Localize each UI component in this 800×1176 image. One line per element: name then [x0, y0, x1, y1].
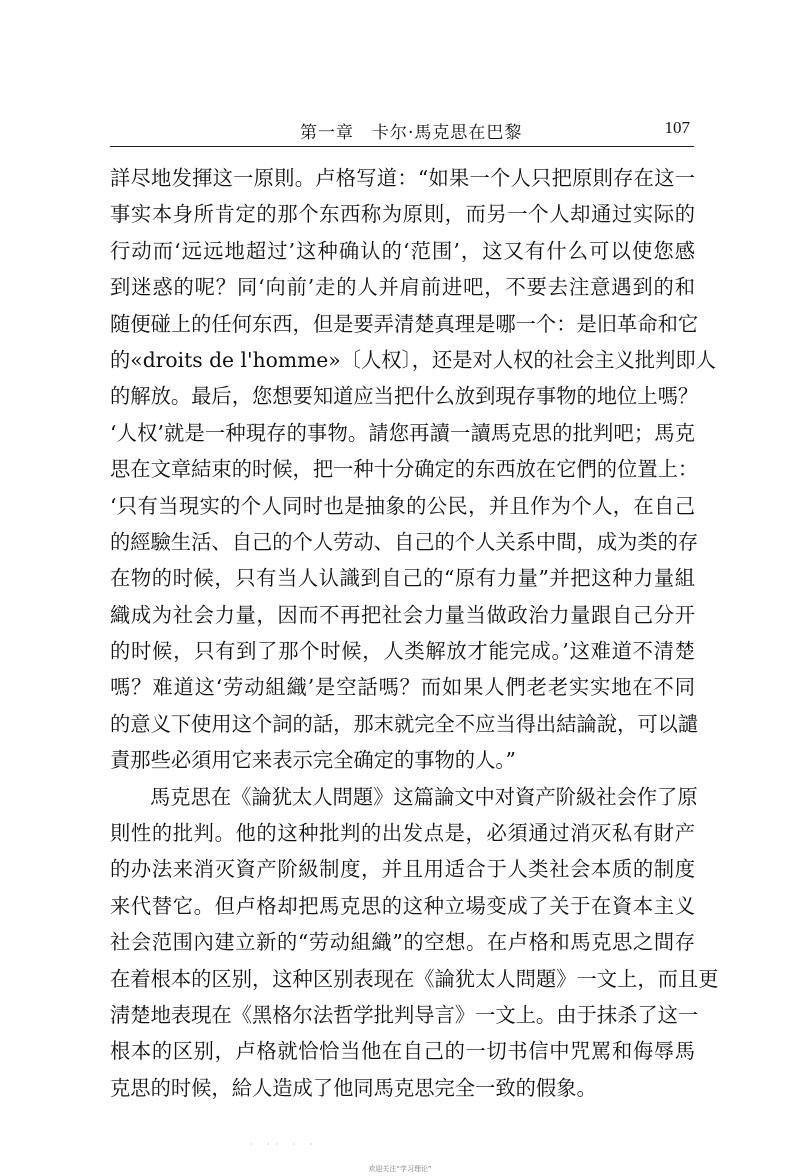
text-line: 在着根本的区别，这种区别表现在《論犹太人問題》一文上，而且更	[110, 966, 719, 991]
text-line: 馬克思在《論犹太人問題》这篇論文中对資产阶級社会作了原	[150, 784, 698, 809]
text-line: 克思的时候，給人造成了他同馬克思完全一致的假象。	[110, 1075, 597, 1100]
text-line: 的意义下使用这个詞的話，那末就完全不应当得出結論說，可以譴	[110, 711, 699, 736]
chapter-title: 第一章 卡尔·馬克思在巴黎	[300, 123, 523, 143]
text-line: 的时候，只有到了那个时候，人类解放才能完成。’这难道不清楚	[110, 639, 695, 664]
page-header	[110, 112, 694, 147]
text-line: 淸楚地表現在《黑格尔法哲学批判导言》一文上。由于抹杀了这一	[110, 1002, 699, 1027]
text-line: 的經驗生活、自己的个人劳动、自己的个人关系中間，成为类的存	[110, 529, 699, 554]
text-line: 在物的时候，只有当人认識到自己的“原有力量”并把这种力量組	[110, 566, 695, 591]
text-line: 行动而‘远远地超过’这种确认的‘范围’，这又有什么可以使您感	[110, 238, 695, 263]
text-line: 的«droits de l'homme»〔人权〕，还是对人权的社会主义批判即人	[110, 347, 716, 372]
text-line: 詳尽地发揮这一原則。卢格写道：“如果一个人只把原則存在这一	[110, 166, 695, 190]
text-line: 織成为社会力量，因而不再把社会力量当做政治力量跟自己分开	[110, 602, 695, 627]
text-line: 社会范围內建立新的“劳动組織”的空想。在卢格和馬克思之間存	[110, 930, 695, 955]
text-line: ‘人权’就是一种現存的事物。請您再讀一讀馬克思的批判吧；馬克	[110, 420, 695, 445]
paragraph-2	[110, 779, 719, 1107]
text-line: 的办法来消灭資产阶級制度，并且用适合于人类社会本质的制度	[110, 857, 695, 882]
text-line: ‘只有当現实的个人同时也是抽象的公民，并且作为个人，在自己	[110, 493, 695, 518]
text-line: 思在文章結束的时候，把一种十分确定的东西放在它們的位置上：	[110, 457, 699, 482]
text-line: 来代替它。但卢格却把馬克思的这种立場变成了关于在資本主义	[110, 893, 695, 918]
footer-watermark: 欢迎关注“学习理论”	[368, 1165, 432, 1173]
page-number: 107	[664, 118, 690, 137]
scan-noise: · ·· · ·	[250, 1140, 319, 1149]
text-line: 嗎？难道这‘劳动組織’是空話嗎？而如果人們老老实实地在不同	[110, 675, 695, 700]
text-line: 責那些必須用它来表示完全确定的事物的人。”	[110, 748, 516, 773]
text-line: 随便碰上的任何东西，但是要弄清楚真理是哪一个：是旧革命和它	[110, 311, 699, 336]
text-line: 的解放。最后，您想要知道应当把什么放到現存事物的地位上嗎？	[110, 384, 699, 409]
paragraph-1	[110, 160, 716, 779]
text-line: 根本的区别，卢格就恰恰当他在自己的一切书信中咒罵和侮辱馬	[110, 1039, 695, 1064]
body-text	[110, 160, 719, 1106]
text-line: 事实本身所肯定的那个东西称为原則，而另一个人却通过实际的	[110, 202, 695, 227]
text-line: 到迷惑的呢？同‘向前’走的人并肩前进吧，不要去注意遇到的和	[110, 275, 695, 300]
text-line: 則性的批判。他的这种批判的出发点是，必須通过消灭私有財产	[110, 821, 695, 846]
